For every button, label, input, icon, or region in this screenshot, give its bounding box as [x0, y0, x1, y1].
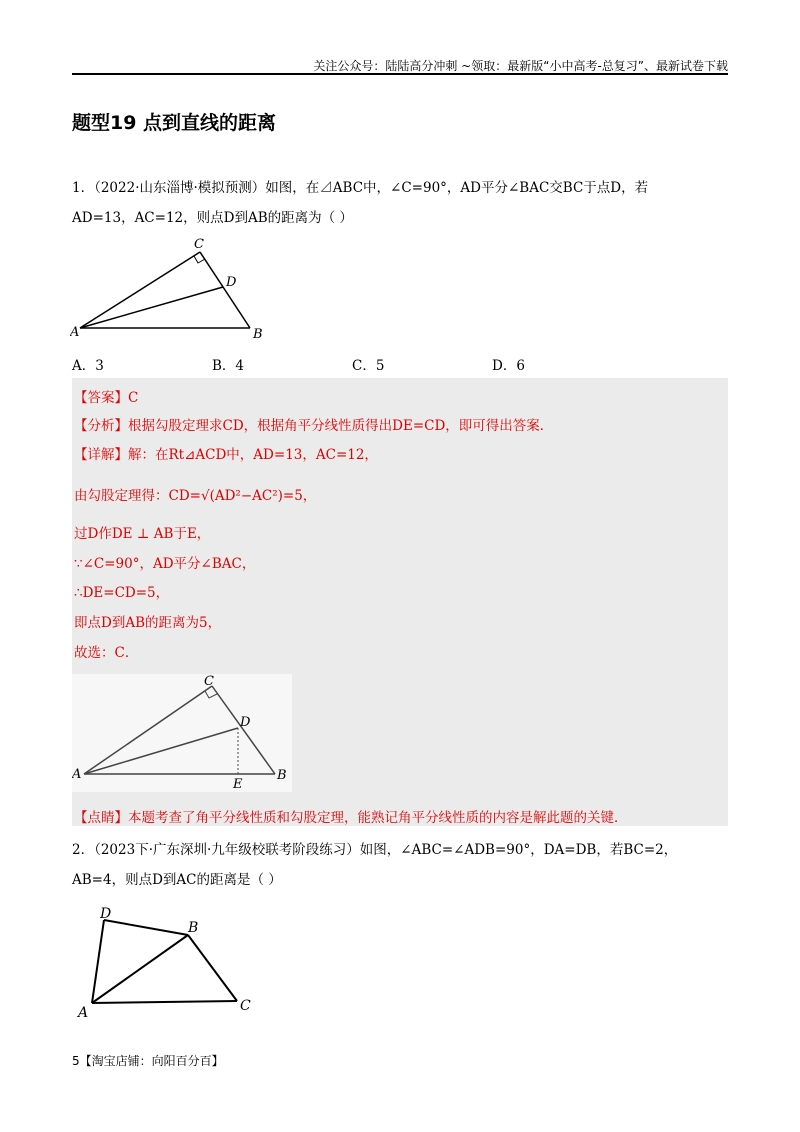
q1-option-a: A．3: [72, 358, 104, 374]
q1-label-c: C: [194, 237, 204, 252]
q2-line2: AB=4，则点D到AC的距离是（ ）: [72, 872, 282, 888]
header-text: 关注公众号：陆陆高分冲刺 ~领取：最新版“小中高考-总复习”、最新试卷下载: [313, 59, 728, 73]
solution-label-d: D: [240, 715, 251, 730]
solution-analysis: 【分析】根据勾股定理求CD，根据角平分线性质得出DE=CD，即可得出答案．: [74, 418, 554, 434]
solution-step5: 即点D到AB的距离为5，: [74, 615, 222, 631]
solution-step2: 过D作DE ⊥ AB于E，: [74, 526, 211, 542]
solution-step3: ∵∠C=90°，AD平分∠BAC，: [74, 556, 256, 572]
q1-label-b: B: [253, 327, 263, 342]
solution-answer: 【答案】C: [74, 390, 139, 406]
q1-option-c: C．5: [352, 358, 385, 374]
solution-label-a: A: [72, 767, 82, 782]
solution-detail: 【详解】解：在Rt⊿ACD中，AD=13，AC=12，: [74, 447, 378, 463]
solution-step1: 由勾股定理得：CD=√(AD²−AC²)=5，: [74, 488, 317, 504]
footer-text: 5【淘宝店铺：向阳百分百】: [72, 1054, 224, 1068]
q1-triangle-figure: [70, 234, 280, 342]
solution-step6: 故选：C．: [74, 645, 139, 661]
solution-triangle-figure: [72, 674, 292, 792]
solution-label-e: E: [233, 777, 243, 792]
q1-label-a: A: [70, 325, 80, 340]
q1-line2: AD=13，AC=12，则点D到AB的距离为（ ）: [72, 210, 353, 226]
section-title: 题型19 点到直线的距离: [72, 112, 277, 134]
solution-label-b: B: [277, 768, 287, 783]
solution-comment: 【点睛】本题考查了角平分线性质和勾股定理，能熟记角平分线性质的内容是解此题的关键．: [74, 810, 628, 826]
header-rule: [72, 73, 728, 75]
solution-label-c: C: [204, 674, 214, 689]
q2-label-c: C: [240, 998, 251, 1014]
q2-label-a: A: [78, 1005, 89, 1021]
q2-line1: 2．（2023下·广东深圳·九年级校联考阶段练习）如图，∠ABC=∠ADB=90°，DA=DB，若BC=2，: [72, 842, 678, 858]
q2-quadrilateral-figure: [72, 906, 272, 1022]
solution-step4: ∴DE=CD=5，: [74, 585, 170, 601]
q1-line1: 1．（2022·山东淄博·模拟预测）如图，在⊿ABC中，∠C=90°，AD平分∠BAC交BC于点D，若: [72, 180, 649, 196]
q1-option-b: B．4: [212, 358, 245, 374]
q2-label-b: B: [188, 920, 199, 936]
q1-label-d: D: [226, 275, 237, 290]
q2-label-d: D: [100, 906, 112, 922]
q1-option-d: D．6: [492, 358, 525, 374]
